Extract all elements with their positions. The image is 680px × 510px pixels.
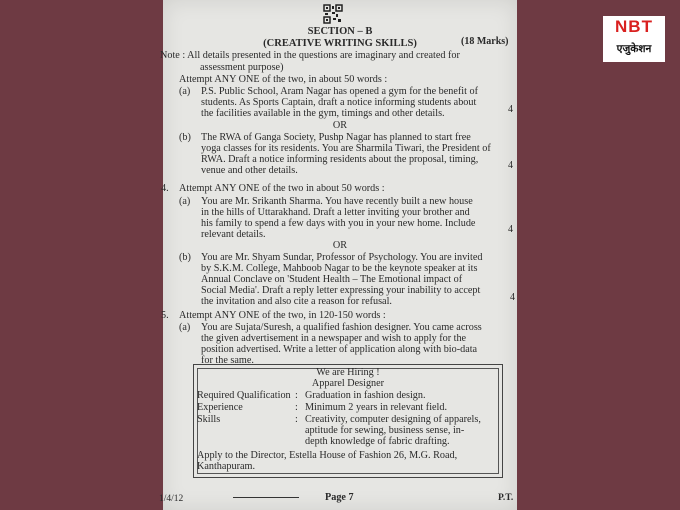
logo-nbt-text: NBT [615, 17, 653, 36]
ad-heading-1: We are Hiring ! [316, 367, 380, 378]
ad-row-label: Required Qualification [197, 390, 291, 401]
ad-skills-cont: depth knowledge of fabric drafting. [305, 436, 450, 447]
q2-instruction: Attempt ANY ONE of the two in about 50 words : [179, 183, 385, 194]
q3-a-line: You are Sujata/Suresh, a qualified fashion designer. You came across [201, 322, 482, 333]
note-line-1: Note : All details presented in the questions are imaginary and created for [160, 50, 460, 61]
ad-apply-line-2: Kanthapuram. [197, 461, 255, 472]
q3-a-line: position advertised. Write a letter of application along with bio-data [201, 344, 478, 355]
footer-pto: P.T. [498, 493, 514, 503]
q1-b-marks: 4 [508, 160, 513, 171]
q1-instruction: Attempt ANY ONE of the two, in about 50 words : [179, 74, 388, 85]
q3-a-line: for the same. [201, 355, 254, 366]
q2-b-line: by S.K.M. College, Mahboob Nagar to be the keynote speaker at its [201, 263, 478, 274]
q1-a-line: P.S. Public School, Aram Nagar has opened a gym for the benefit of [201, 86, 478, 97]
logo-education-text: एजुकेशन [616, 43, 652, 55]
q2-b-line: Annual Conclave on 'Student Health – The Emotional impact of [201, 274, 463, 285]
q1-a-label: (a) [179, 86, 191, 97]
q2-a-line: in the hills of Uttarakhand. Draft a letter inviting your brother and [201, 207, 470, 218]
ad-row-value: Minimum 2 years in relevant field. [305, 402, 448, 413]
ad-row-colon: : [295, 414, 298, 425]
q2-a-line: relevant details. [201, 229, 266, 240]
ad-row-colon: : [295, 402, 298, 413]
q1-a-marks: 4 [508, 104, 513, 115]
footer-rule [233, 497, 299, 498]
note-line-2: assessment purpose) [200, 62, 284, 73]
q3-a-label: (a) [179, 322, 191, 333]
q1-or: OR [332, 120, 348, 131]
ad-row-label: Experience [197, 402, 243, 413]
q1-b-line: RWA. Draft a notice informing residents about the proposal, timing, [201, 154, 479, 165]
q2-b-marks: 4 [510, 292, 515, 303]
footer-page: Page 7 [325, 492, 354, 503]
section-title: (CREATIVE WRITING SKILLS) [263, 38, 417, 49]
q3-number: 5. [161, 310, 169, 321]
q1-b-line: The RWA of Ganga Society, Pushp Nagar has planned to start free [201, 132, 471, 143]
q1-b-label: (b) [179, 132, 191, 143]
q2-a-line: his family to spend a few days with you in your new home. Include [201, 218, 476, 229]
footer-code: 1/4/12 [159, 494, 184, 504]
q2-or: OR [332, 240, 348, 251]
section-heading: SECTION – B [307, 26, 373, 37]
q2-b-line: You are Mr. Shyam Sundar, Professor of Psychology. You are invited [201, 252, 483, 263]
ad-row-value: Graduation in fashion design. [305, 390, 426, 401]
q2-b-label: (b) [179, 252, 191, 263]
qr-code-icon [323, 4, 343, 24]
q2-a-label: (a) [179, 196, 191, 207]
ad-apply-line-1: Apply to the Director, Estella House of Fashion 26, M.G. Road, [197, 450, 458, 461]
section-marks: (18 Marks) [461, 36, 509, 47]
q2-number: 4. [161, 183, 169, 194]
q3-instruction: Attempt ANY ONE of the two, in 120-150 words : [179, 310, 386, 321]
q1-a-line: the facilities available in the gym, timings and other details. [201, 108, 445, 119]
q2-a-line: You are Mr. Srikanth Sharma. You have recently built a new house [201, 196, 473, 207]
nbt-education-logo [603, 16, 665, 62]
ad-row-value: Creativity, computer designing of apparels, [305, 414, 481, 425]
q2-b-line: Social Media'. Draft a reply letter expressing your inability to accept [201, 285, 481, 296]
ad-row-colon: : [295, 390, 298, 401]
ad-row-label: Skills [197, 414, 221, 425]
q1-a-line: students. As Sports Captain, draft a notice informing students about [201, 97, 477, 108]
q2-b-line: the invitation and also cite a reason for refusal. [201, 296, 392, 307]
ad-heading-2: Apparel Designer [311, 378, 385, 389]
ad-skills-cont: aptitude for sewing, business sense, in- [305, 425, 465, 436]
q3-a-line: the given advertisement in a newspaper and wish to apply for the [201, 333, 467, 344]
q2-a-marks: 4 [508, 224, 513, 235]
q1-b-line: yoga classes for its residents. You are Sharmila Tiwari, the President of [201, 143, 491, 154]
exam-paper-page [159, 0, 517, 510]
q1-b-line: venue and other details. [201, 165, 298, 176]
